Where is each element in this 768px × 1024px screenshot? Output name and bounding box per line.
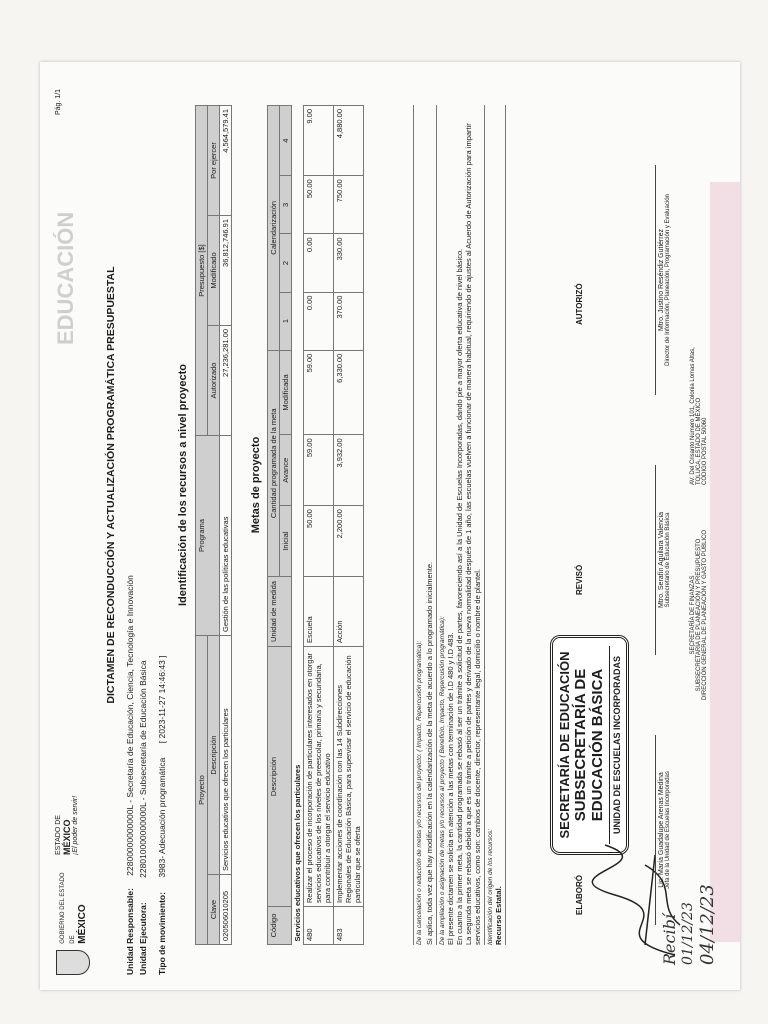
footer-center0: SECRETARÍA DE FINANZAS	[690, 575, 696, 655]
reviso-label: REVISÓ	[575, 564, 584, 595]
h-descripcion: Descripción	[208, 636, 220, 875]
footer-center1: SUBSECRETARÍA DE PLANEACIÓN Y PRESUPUESTO	[696, 538, 702, 692]
autorizo-label: AUTORIZÓ	[575, 283, 584, 325]
meta-desc-cell: Implementar acciones de coordinación con las 14 Subdirecciones Regionales de Educación Básica, para supervisar el servicio de educación particular que se oferta	[334, 647, 364, 907]
h-programa: Programa	[196, 436, 220, 636]
h-meta-descripcion: Descripción	[268, 647, 292, 907]
reviso-signature	[655, 465, 671, 655]
c1-cell: 370.00	[334, 292, 364, 350]
c3-cell: 750.00	[334, 176, 364, 234]
modificado-cell: 36,812,746.91	[220, 216, 232, 326]
logo-title: MÉXICO	[77, 904, 88, 944]
avance-cell: 59.00	[304, 435, 334, 506]
tipo-movimiento	[157, 656, 167, 976]
h-c2: 2	[280, 234, 292, 292]
tipo-date: [ 2023-11-27 14:46:43 ]	[157, 655, 167, 744]
seal-line1: SECRETARÍA DE EDUCACIÓN	[557, 651, 572, 839]
footer-center	[690, 505, 708, 725]
rotated-document	[45, 65, 735, 985]
coat-of-arms-icon	[56, 950, 90, 975]
note-ampliacion-1: El presente dictamen se solicita en atención a las metas con terminación de I.D 480 y I.D 483.	[446, 632, 455, 945]
footer-addr3: CÓDIGO POSTAL 50060	[702, 417, 708, 485]
por-ejercer-cell: 4,564,579.41	[220, 106, 232, 216]
h-clave: Clave	[208, 875, 220, 945]
h-c4: 4	[280, 106, 292, 176]
government-logo	[53, 865, 93, 975]
note-origen-label: Identificación del origen de los recursos:	[487, 829, 494, 945]
autorizado-cell: 27,236,281.00	[220, 326, 232, 436]
c1-cell: 0.00	[304, 292, 334, 350]
inicial-cell: 50.00	[304, 506, 334, 577]
h-por-ejercer: Por ejercer	[208, 106, 220, 216]
h-presupuesto: Presupuesto [$]	[196, 106, 208, 436]
h-avance: Avance	[280, 435, 292, 506]
note-ampliacion-3: La segunda meta se rebasó debido a que es un trámite a petición de partes y derivado de la nueva normalidad después de 1 año, las escuelas vuelven a funcionar de manera habitual, requiriendo de ajustes al Acuerdo de Autorización para impartir servicios educativos, como son: cambios de docente, director, representante legal, domicilio o nombre de plantel.	[464, 105, 485, 945]
handwritten-recibi: Recibí	[660, 914, 679, 965]
programa-cell: Gestión de las políticas educativas	[220, 436, 232, 636]
codigo-cell: 483	[334, 907, 364, 945]
metas-title: Metas de proyecto	[250, 436, 262, 534]
notes-block	[413, 105, 506, 945]
recursos-title: Identificación de los recursos a nivel proyecto	[177, 363, 189, 607]
h-modificada: Modificada	[280, 350, 292, 435]
footer-center2: DIRECCIÓN GENERAL DE PLANEACIÓN Y GASTO PÚBLICO	[702, 529, 708, 701]
autorizo-role: Director de Información, Planeación, Programación y Evaluación	[665, 194, 671, 366]
modificada-cell: 6,330.00	[334, 350, 364, 435]
h-unidad: Unidad de medida	[268, 577, 292, 647]
estado-brand	[55, 735, 79, 855]
codigo-cell: 480	[304, 907, 334, 945]
ue-label: Unidad Ejecutora:	[138, 902, 148, 975]
h-autorizado: Autorizado	[208, 326, 220, 436]
table-row	[304, 106, 334, 945]
unidad-responsable	[125, 575, 135, 975]
h-proyecto: Proyecto	[196, 636, 208, 945]
footer-addr1: AV. Del Crisanto Número 101, Colonia Lomas Altas,	[690, 347, 696, 485]
page-number: Pág. 1/1	[55, 88, 62, 115]
note-cancelacion: Si aplica, toda vez que hay modificación en la calendarización de la meta de acuerdo a lo programado inicialmente.	[423, 105, 437, 945]
inicial-cell: 2,200.00	[334, 506, 364, 577]
metas-table	[267, 105, 364, 945]
meta-desc-cell: Realizar el proceso de incorporación de particulares interesados en otorgar servicios educativos de los niveles de preescolar, primaria y secundaria, para contribuir a otorgar el servicio educativo	[304, 647, 334, 907]
modificada-cell: 59.00	[304, 350, 334, 435]
reviso-role: Subsecretario de Educación Básica	[665, 512, 671, 608]
unidad-cell: Escuela	[304, 577, 334, 647]
tipo-label: Tipo de movimiento:	[157, 892, 167, 975]
elaboro-role: Jefa de la Unidad de Escuelas Incorporadas	[665, 771, 671, 889]
footer-addr2: TOLUCA, ESTADO DE MÉXICO	[696, 397, 702, 485]
c4-cell: 9.00	[304, 106, 334, 176]
estado-line1: ESTADO DE	[55, 815, 62, 855]
h-cantidad: Cantidad programada de la meta	[268, 350, 280, 576]
ur-value: 22800000000000L - Secretaría de Educación, Ciencia, Tecnología e Innovación	[125, 575, 135, 876]
h-inicial: Inicial	[280, 506, 292, 577]
handwritten-date2: 04/12/23	[697, 884, 718, 965]
elaboro-label: ELABORÓ	[575, 875, 584, 915]
elaboro-signature	[655, 735, 671, 925]
elaboro-name: Lic. María Guadalupe Arenas Medina	[658, 772, 665, 888]
table-row	[220, 106, 232, 945]
c2-cell: 0.00	[304, 234, 334, 292]
estado-line3: ¡El poder de servir!	[72, 795, 79, 855]
h-codigo: Código	[268, 907, 292, 945]
recursos-table	[195, 105, 232, 945]
seal-line3: UNIDAD DE ESCUELAS INCORPORADAS	[609, 646, 622, 844]
descripcion-cell: Servicios educativos que ofrecen los particulares	[220, 636, 232, 875]
logo-subtitle: GOBIERNO DEL ESTADO DE	[60, 872, 76, 944]
h-calendario: Calendarización	[268, 106, 280, 351]
avance-cell: 3,932.00	[334, 435, 364, 506]
ghost-header: EDUCACIÓN	[53, 211, 78, 345]
note-cancelacion-label: De la cancelación o reducción de metas y/o recursos del proyecto: ( Impacto, Repercusión programática):	[416, 640, 423, 945]
note-ampliacion-2: En cuanto a la primer meta, la cantidad programada se rebasó al ser un trámite a solicitud de partes, favoreciendo así a la Unidad de Escuelas Incorporadas, dando pie a mayor oferta educativa de nivel básico.	[455, 248, 464, 945]
seal-line2: SUBSECRETARÍA DE EDUCACIÓN BÁSICA	[572, 668, 606, 822]
estado-line2: MÉXICO	[62, 819, 72, 855]
handwritten-date1: 01/12/23	[680, 902, 696, 965]
note-ampliacion-label: De la ampliación o asignación de metas y/o recursos al proyecto ( Beneficio, Impacto, Repercusión programática):	[439, 616, 446, 945]
ue-value: 228010000000000L - Subsecretaría de Educación Básica	[138, 660, 148, 878]
footer-address	[690, 285, 708, 485]
h-c1: 1	[280, 292, 292, 350]
h-c3: 3	[280, 176, 292, 234]
autorizo-signature	[655, 165, 671, 395]
h-modificado: Modificado	[208, 216, 220, 326]
c3-cell: 50.00	[304, 176, 334, 234]
note-origen: Recurso Estatal.	[494, 105, 506, 945]
table-row	[334, 106, 364, 945]
autorizo-name: Mtro. Justino Reséndiz Gutiérrez	[658, 229, 665, 331]
unidad-ejecutora	[138, 660, 148, 975]
unidad-cell: Acción	[334, 577, 364, 647]
ur-label: Unidad Responsable:	[125, 888, 135, 975]
reviso-name: Mtro. Serafín Aguilara Valencia	[658, 512, 665, 608]
clave-cell: 020506010205	[220, 875, 232, 945]
c4-cell: 4,880.00	[334, 106, 364, 176]
document-title: DICTAMEN DE RECONDUCCIÓN Y ACTUALIZACIÓN PROGRAMÁTICA PRESUPUESTAL	[105, 266, 117, 704]
group-label: Servicios educativos que ofrecen los particulares	[293, 764, 302, 942]
tipo-value: 3983- Adecuación programática	[157, 757, 167, 878]
c2-cell: 330.00	[334, 234, 364, 292]
